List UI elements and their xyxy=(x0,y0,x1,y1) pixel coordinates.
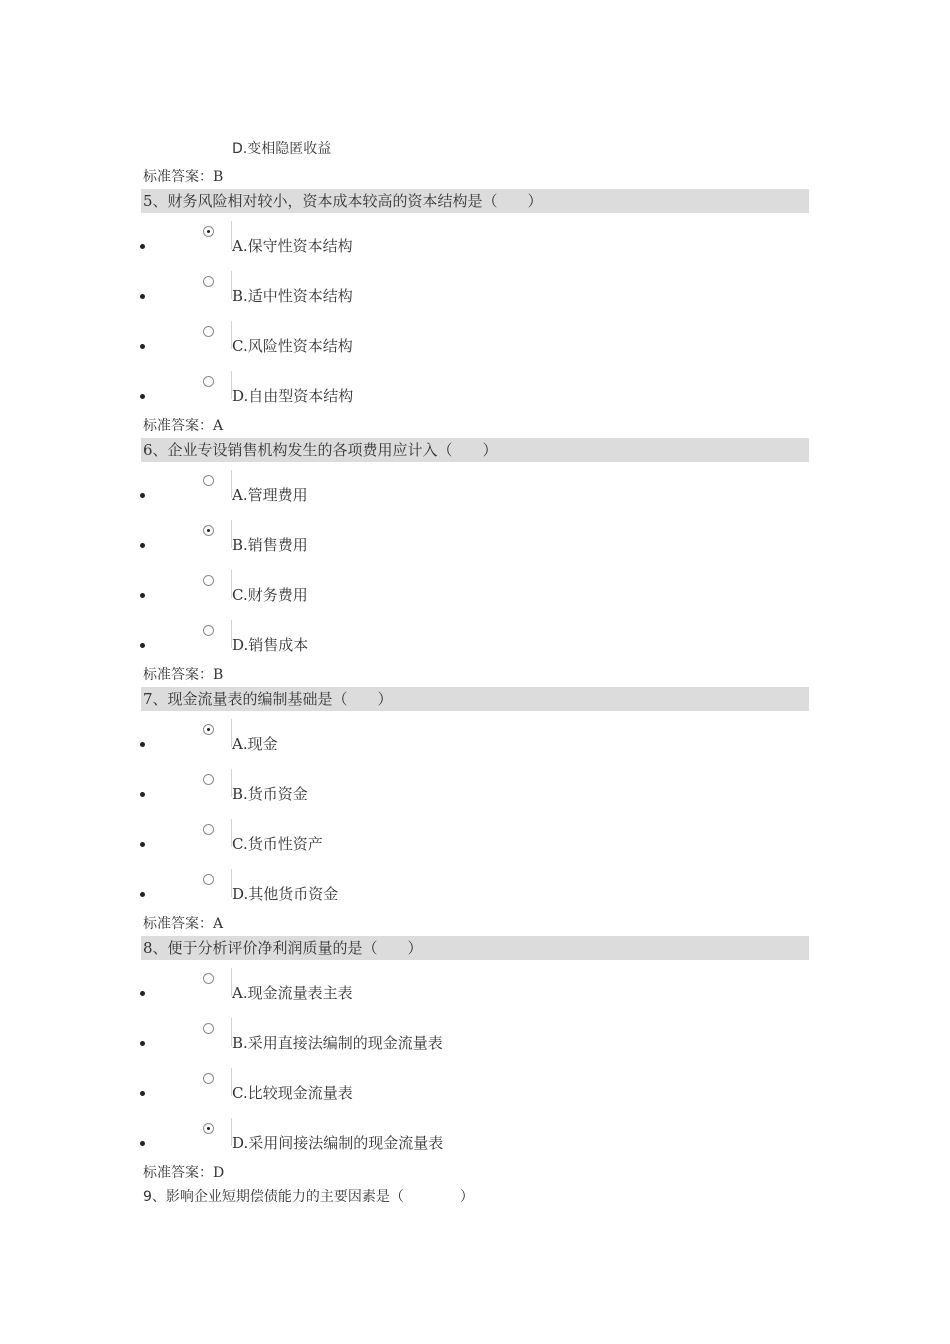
standard-answer: 标准答案：B xyxy=(143,169,224,185)
option-label[interactable]: B.货币资金 xyxy=(232,785,308,803)
standard-answer: 标准答案：A xyxy=(143,916,224,932)
option-radio[interactable] xyxy=(203,525,214,536)
list-bullet xyxy=(140,493,145,498)
question-title: 6、企业专设销售机构发生的各项费用应计入（ ） xyxy=(141,438,809,462)
option-label[interactable]: D.自由型资本结构 xyxy=(232,387,354,405)
option-label[interactable]: D.销售成本 xyxy=(232,636,309,654)
list-bullet xyxy=(140,892,145,897)
list-bullet xyxy=(140,394,145,399)
list-bullet xyxy=(140,1041,145,1046)
question-title: 8、便于分析评价净利润质量的是（ ） xyxy=(141,936,809,960)
list-bullet xyxy=(140,543,145,548)
option-label[interactable]: A.保守性资本结构 xyxy=(232,237,353,255)
question-title: 5、财务风险相对较小，资本成本较高的资本结构是（ ） xyxy=(141,189,809,213)
option-radio[interactable] xyxy=(203,276,214,287)
option-radio[interactable] xyxy=(203,475,214,486)
option-radio[interactable] xyxy=(203,824,214,835)
option-radio[interactable] xyxy=(203,1023,214,1034)
option-radio[interactable] xyxy=(203,575,214,586)
list-bullet xyxy=(140,294,145,299)
option-radio[interactable] xyxy=(203,226,214,237)
option-label[interactable]: B.适中性资本结构 xyxy=(232,287,353,305)
option-label[interactable]: D.采用间接法编制的现金流量表 xyxy=(232,1134,444,1152)
option-radio[interactable] xyxy=(203,1123,214,1134)
previous-option-d: D.变相隐匿收益 xyxy=(232,141,332,157)
option-label[interactable]: C.财务费用 xyxy=(232,586,308,604)
list-bullet xyxy=(140,842,145,847)
option-radio[interactable] xyxy=(203,724,214,735)
option-label[interactable]: A.现金 xyxy=(232,735,278,753)
list-bullet xyxy=(140,792,145,797)
list-bullet xyxy=(140,991,145,996)
option-radio[interactable] xyxy=(203,973,214,984)
option-label[interactable]: B.销售费用 xyxy=(232,536,308,554)
option-label[interactable]: A.现金流量表主表 xyxy=(232,984,353,1002)
option-label[interactable]: A.管理费用 xyxy=(232,486,308,504)
list-bullet xyxy=(140,643,145,648)
standard-answer: 标准答案：A xyxy=(143,418,224,434)
list-bullet xyxy=(140,1091,145,1096)
list-bullet xyxy=(140,344,145,349)
list-bullet xyxy=(140,1141,145,1146)
question-9-title: 9、影响企业短期偿债能力的主要因素是（ ） xyxy=(143,1189,474,1205)
option-label[interactable]: C.货币性资产 xyxy=(232,835,323,853)
option-radio[interactable] xyxy=(203,625,214,636)
standard-answer: 标准答案：D xyxy=(143,1165,225,1181)
list-bullet xyxy=(140,593,145,598)
option-label[interactable]: C.比较现金流量表 xyxy=(232,1084,353,1102)
option-label[interactable]: B.采用直接法编制的现金流量表 xyxy=(232,1034,443,1052)
option-radio[interactable] xyxy=(203,326,214,337)
option-label[interactable]: C.风险性资本结构 xyxy=(232,337,353,355)
option-radio[interactable] xyxy=(203,874,214,885)
question-title: 7、现金流量表的编制基础是（ ） xyxy=(141,687,809,711)
standard-answer: 标准答案：B xyxy=(143,667,224,683)
option-radio[interactable] xyxy=(203,774,214,785)
option-label[interactable]: D.其他货币资金 xyxy=(232,885,339,903)
option-radio[interactable] xyxy=(203,1073,214,1084)
list-bullet xyxy=(140,244,145,249)
option-radio[interactable] xyxy=(203,376,214,387)
list-bullet xyxy=(140,742,145,747)
